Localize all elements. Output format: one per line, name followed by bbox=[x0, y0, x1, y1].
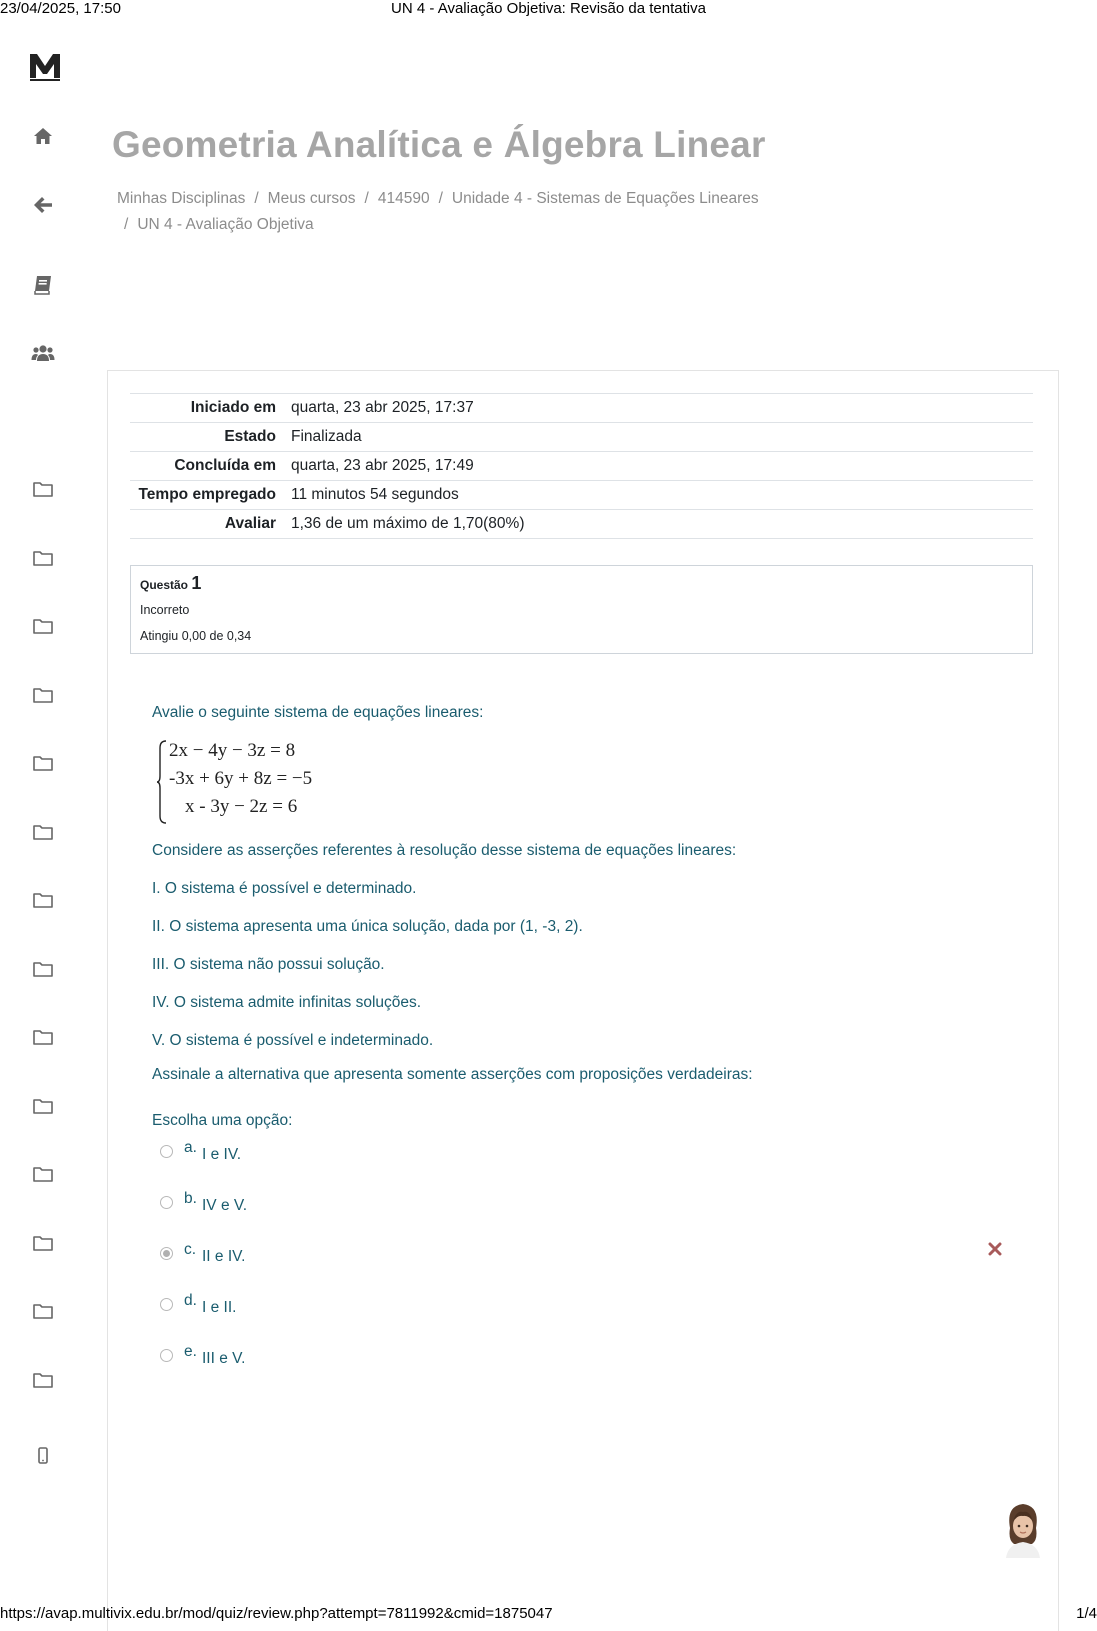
option-letter: d. bbox=[184, 1292, 197, 1309]
option-radio[interactable] bbox=[160, 1298, 173, 1311]
print-footer bbox=[0, 1604, 1097, 1624]
folder-icon[interactable] bbox=[31, 477, 55, 501]
home-icon[interactable] bbox=[31, 124, 55, 148]
summary-row bbox=[130, 394, 1033, 423]
folder-icon[interactable] bbox=[31, 1025, 55, 1049]
folder-icon[interactable] bbox=[31, 1368, 55, 1392]
summary-value: quarta, 23 abr 2025, 17:49 bbox=[291, 457, 474, 474]
brace-icon bbox=[157, 740, 167, 824]
breadcrumb-separator: / bbox=[364, 190, 369, 207]
summary-value: quarta, 23 abr 2025, 17:37 bbox=[291, 399, 474, 416]
summary-row bbox=[130, 510, 1033, 539]
option-letter: b. bbox=[184, 1190, 197, 1207]
folder-icon[interactable] bbox=[31, 957, 55, 981]
attempt-summary-table bbox=[130, 393, 1033, 539]
question-number bbox=[140, 573, 201, 594]
assistant-avatar-icon[interactable] bbox=[1002, 1500, 1044, 1558]
folder-icon[interactable] bbox=[31, 683, 55, 707]
question-number-value: 1 bbox=[191, 573, 202, 593]
option-text: I e II. bbox=[202, 1299, 237, 1316]
folder-icon[interactable] bbox=[31, 1231, 55, 1255]
summary-value: 1,36 de um máximo de 1,70(80%) bbox=[291, 515, 525, 532]
print-page-title: UN 4 - Avaliação Objetiva: Revisão da tentativa bbox=[391, 0, 706, 17]
mobile-icon[interactable] bbox=[31, 1444, 55, 1468]
folder-icon[interactable] bbox=[31, 751, 55, 775]
summary-value: 11 minutos 54 segundos bbox=[291, 486, 459, 503]
option-letter: e. bbox=[184, 1343, 197, 1360]
summary-row bbox=[130, 481, 1033, 510]
folder-icon[interactable] bbox=[31, 614, 55, 638]
option-text: II e IV. bbox=[202, 1248, 246, 1265]
users-icon[interactable] bbox=[31, 341, 55, 365]
sidebar bbox=[0, 40, 88, 1600]
question-grade: Atingiu 0,00 de 0,34 bbox=[140, 629, 252, 643]
question-consider-text: Considere as asserções referentes à resolução desse sistema de equações lineares: bbox=[152, 842, 737, 859]
assertion-item: II. O sistema apresenta uma única solução, dada por (1, -3, 2). bbox=[152, 918, 583, 935]
choose-option-label: Escolha uma opção: bbox=[152, 1112, 293, 1129]
breadcrumb-separator: / bbox=[254, 190, 259, 207]
folder-icon[interactable] bbox=[31, 546, 55, 570]
option-radio-selected[interactable] bbox=[160, 1247, 173, 1260]
folder-icon[interactable] bbox=[31, 820, 55, 844]
question-intro: Avalie o seguinte sistema de equações lineares: bbox=[152, 704, 484, 721]
question-info-box bbox=[130, 565, 1033, 654]
course-title: Geometria Analítica e Álgebra Linear bbox=[112, 124, 766, 165]
option-text: I e IV. bbox=[202, 1146, 242, 1163]
breadcrumb-separator: / bbox=[438, 190, 443, 207]
breadcrumb bbox=[117, 186, 1017, 238]
incorrect-x-icon bbox=[988, 1242, 1002, 1256]
breadcrumb-separator: / bbox=[124, 216, 129, 233]
folder-icon[interactable] bbox=[31, 888, 55, 912]
option-letter: a. bbox=[184, 1139, 197, 1156]
question-state: Incorreto bbox=[140, 603, 190, 617]
assertion-item: I. O sistema é possível e determinado. bbox=[152, 880, 417, 897]
print-header bbox=[0, 0, 1097, 18]
equation-row: -3x + 6y + 8z = −5 bbox=[169, 768, 313, 789]
site-logo[interactable] bbox=[28, 48, 62, 82]
print-datetime: 23/04/2025, 17:50 bbox=[0, 0, 121, 17]
equation-row: x - 3y − 2z = 6 bbox=[185, 796, 298, 817]
breadcrumb-item-disciplinas[interactable]: Minhas Disciplinas bbox=[117, 190, 246, 207]
summary-label: Estado bbox=[224, 428, 276, 445]
equation-row: 2x − 4y − 3z = 8 bbox=[169, 740, 296, 761]
print-url: https://avap.multivix.edu.br/mod/quiz/review.php?attempt=7811992&cmid=1875047 bbox=[0, 1605, 553, 1622]
assertion-item: V. O sistema é possível e indeterminado. bbox=[152, 1032, 434, 1049]
summary-row bbox=[130, 423, 1033, 452]
option-radio[interactable] bbox=[160, 1196, 173, 1209]
option-letter: c. bbox=[184, 1241, 197, 1258]
summary-label: Avaliar bbox=[224, 515, 276, 532]
breadcrumb-item-meus-cursos[interactable]: Meus cursos bbox=[267, 190, 356, 207]
breadcrumb-item-unidade[interactable]: Unidade 4 - Sistemas de Equações Lineares bbox=[451, 190, 759, 207]
summary-row bbox=[130, 452, 1033, 481]
folder-icon[interactable] bbox=[31, 1162, 55, 1186]
assertion-item: III. O sistema não possui solução. bbox=[152, 956, 385, 973]
print-page-number: 1/4 bbox=[1076, 1605, 1097, 1622]
summary-label: Tempo empregado bbox=[138, 486, 276, 503]
summary-value: Finalizada bbox=[291, 428, 362, 445]
summary-label: Concluída em bbox=[174, 457, 276, 474]
book-icon[interactable] bbox=[31, 273, 55, 297]
option-text: IV e V. bbox=[202, 1197, 248, 1214]
question-label: Questão bbox=[140, 578, 189, 592]
summary-label: Iniciado em bbox=[190, 399, 276, 416]
question-prompt: Assinale a alternativa que apresenta somente asserções com proposições verdadeiras: bbox=[152, 1066, 753, 1083]
breadcrumb-item-course-id[interactable]: 414590 bbox=[377, 190, 430, 207]
option-radio[interactable] bbox=[160, 1349, 173, 1362]
folder-icon[interactable] bbox=[31, 1299, 55, 1323]
back-arrow-icon[interactable] bbox=[31, 193, 55, 217]
equation-system bbox=[157, 738, 327, 828]
option-radio[interactable] bbox=[160, 1145, 173, 1158]
option-text: III e V. bbox=[202, 1350, 246, 1367]
assertion-item: IV. O sistema admite infinitas soluções. bbox=[152, 994, 422, 1011]
folder-icon[interactable] bbox=[31, 1094, 55, 1118]
breadcrumb-item-avaliacao[interactable]: UN 4 - Avaliação Objetiva bbox=[137, 216, 314, 233]
